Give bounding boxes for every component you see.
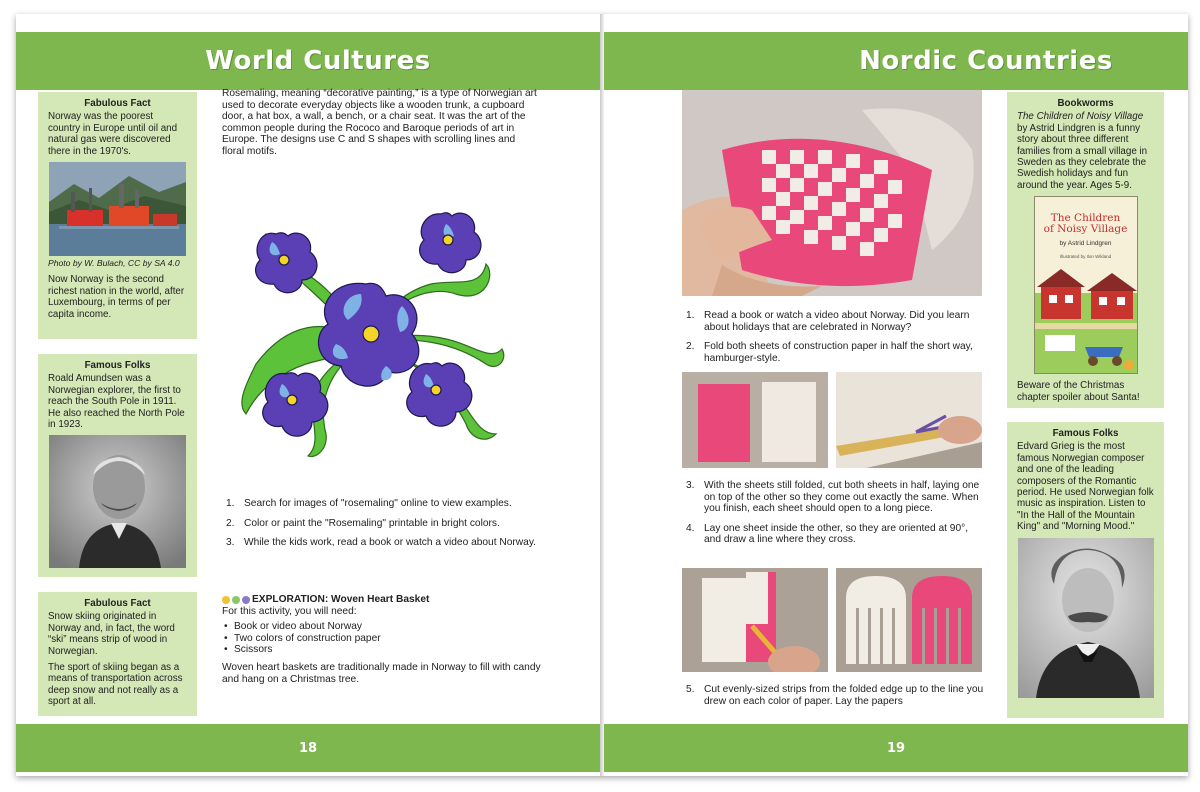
right-header <box>604 32 1188 90</box>
book-title: The Children of Noisy Village <box>1017 111 1144 123</box>
book-cover-title: The Children of Noisy Village <box>1043 212 1128 236</box>
cut-strips-photo <box>836 568 982 672</box>
materials-list <box>222 621 542 656</box>
publisher-logo-icon <box>1124 360 1134 370</box>
right-footer <box>604 724 1188 772</box>
heart-step-3: 3. With the sheets still folded, cut both sheets in half, laying one on top of the other so they come out exactly the same. When you finish, each sheet should open to a long piece. <box>686 480 980 515</box>
drawing-line-photo <box>682 568 828 672</box>
oil-rig-photo <box>49 162 186 256</box>
book-cover <box>1034 196 1138 374</box>
yellow-dot-icon <box>222 596 230 604</box>
fact1-text1: Norway was the poorest country in Europe until oil and natural gas were discovered there in the 1970's. <box>48 111 178 157</box>
heart-steps-part1 <box>686 310 986 372</box>
right-page <box>604 14 1188 776</box>
fact1-heading: Fabulous Fact <box>84 98 151 109</box>
bookworms-heading: Bookworms <box>1057 98 1114 109</box>
fact2-heading: Fabulous Fact <box>84 598 151 609</box>
rosemaling-step-2: 2. Color or paint the "Rosemaling" printable in bright colors. <box>226 517 500 529</box>
heart-steps-part2 <box>686 480 986 554</box>
material-item: • Scissors <box>222 644 542 656</box>
rosemaling-step-1: 1. Search for images of "rosemaling" online to view examples. <box>226 498 512 509</box>
left-page-number: 18 <box>298 740 318 756</box>
bookworms-box <box>1007 92 1164 408</box>
folks-left-heading: Famous Folks <box>84 360 151 371</box>
fact2-text2: The sport of skiing began as a means of transportation across deep snow and not really as a sport at all. <box>48 662 183 708</box>
book-cover-author: by Astrid Lindgren <box>1059 240 1112 248</box>
heart-step-2: 2. Fold both sheets of construction paper in half the short way, hamburger-style. <box>686 341 973 364</box>
folks-right-text: Edvard Grieg is the most famous Norwegian composer and one of the leading composers of the Romantic period. He used Norwegian folk music as inspiration. Listen to "In the Hall of the Mountain King" and "Morning Mood." <box>1017 441 1154 533</box>
oil-rig-caption: Photo by W. Bulach, CC by SA 4.0 <box>48 258 180 269</box>
grieg-portrait <box>1018 538 1154 698</box>
rosemaling-illustration <box>216 194 516 484</box>
fabulous-fact-box-1 <box>38 92 197 339</box>
folks-right-heading: Famous Folks <box>1052 428 1119 439</box>
exploration-lead: For this activity, you will need: <box>222 605 357 617</box>
exploration-heading <box>222 594 542 606</box>
fact2-text1: Snow skiing originated in Norway and, in fact, the word “ski” means strip of wood in Norwegian. <box>48 611 175 657</box>
bookworms-note: Beware of the Christmas chapter spoiler about Santa! <box>1017 380 1140 403</box>
left-page-title: World Cultures <box>205 46 431 76</box>
folded-papers-photo <box>682 372 828 468</box>
amundsen-portrait <box>49 435 186 568</box>
right-page-title: Nordic Countries <box>859 46 1113 76</box>
rosemaling-intro: Rosemaling, meaning “decorative painting,” is a type of Norwegian art used to decorate everyday objects like a wooden trunk, a cupboard door, a hat box, a wall, a bench, or a chair seat. It was the art of the common people during the Rococo and Baroque periods of art in Europe. The designs use C and S shapes with scrolling lines and floral motifs. <box>222 88 537 157</box>
exploration-section <box>222 594 542 685</box>
green-dot-icon <box>232 596 240 604</box>
purple-dot-icon <box>242 596 250 604</box>
book-spread <box>16 14 1188 776</box>
right-page-number: 19 <box>886 740 906 756</box>
left-footer <box>16 724 600 772</box>
material-item: • Two colors of construction paper <box>222 633 542 645</box>
left-page <box>16 14 600 776</box>
fact1-text2: Now Norway is the second richest nation in the world, after Luxembourg, in terms of per capita income. <box>48 274 185 320</box>
exploration-title: EXPLORATION: Woven Heart Basket <box>252 594 430 605</box>
heart-steps-part3 <box>686 684 986 715</box>
book-cover-illustrator: Illustrated by Ilon Wikland <box>1059 253 1112 259</box>
famous-folks-box-left <box>38 354 197 577</box>
material-item: • Book or video about Norway <box>222 621 542 633</box>
rosemaling-steps <box>226 498 542 557</box>
woven-heart-photo <box>682 90 982 296</box>
left-header <box>16 32 600 90</box>
heart-step-5: 5. Cut evenly-sized strips from the folded edge up to the line you drew on each color of paper. Lay the papers <box>686 684 984 707</box>
fabulous-fact-box-2 <box>38 592 197 716</box>
exploration-closing: Woven heart baskets are traditionally made in Norway to fill with candy and hang on a Christmas tree. <box>222 661 541 685</box>
heart-step-4: 4. Lay one sheet inside the other, so they are oriented at 90°, and draw a line where they cross. <box>686 522 969 546</box>
famous-folks-box-right <box>1007 422 1164 718</box>
cutting-paper-photo <box>836 372 982 468</box>
folks-left-text: Roald Amundsen was a Norwegian explorer, the first to reach the South Pole in 1911. He also reached the North Pole in 1923. <box>48 373 185 431</box>
rosemaling-step-3: 3. While the kids work, read a book or watch a video about Norway. <box>226 537 536 549</box>
bookworms-text: The Children of Noisy Village by Astrid Lindgren is a funny story about three different families from a small village in Sweden as they celebrate the Swedish holidays and fun around the year. Ages 5-9. <box>1017 111 1148 191</box>
heart-step-1: 1. Read a book or watch a video about Norway. Did you learn about holidays that are celebrated in Norway? <box>686 310 970 333</box>
